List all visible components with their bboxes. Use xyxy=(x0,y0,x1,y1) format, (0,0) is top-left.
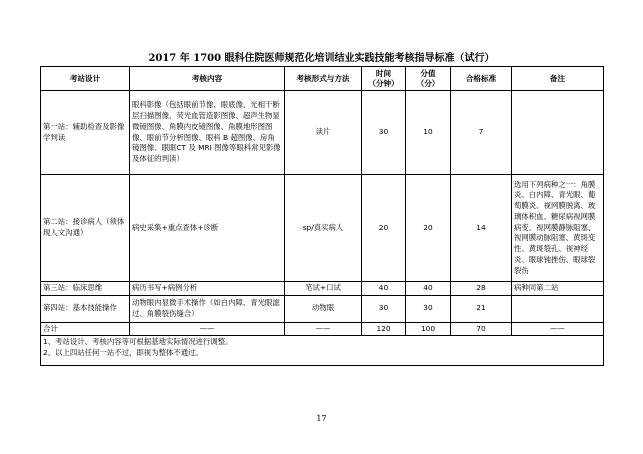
note-line: 1、考站设计、考核内容等可根据基地实际情况进行调整。 xyxy=(43,337,233,347)
content-cell: 病史采集+重点查体+诊断 xyxy=(130,175,285,282)
method-cell: sp/真实病人 xyxy=(285,175,362,282)
header-method: 考核形式与方法 xyxy=(285,67,362,91)
total-pass: 70 xyxy=(451,322,512,336)
content-cell: 动物眼内显微手术操作（如白内障、青光眼滤过、角膜裂伤缝合） xyxy=(130,295,285,322)
total-note: —— xyxy=(512,322,604,336)
station-cell: 第四站：基本技能操作 xyxy=(41,295,130,322)
time-cell: 20 xyxy=(362,175,406,282)
pass-cell: 7 xyxy=(451,91,512,175)
time-cell: 40 xyxy=(362,282,406,296)
notes-row xyxy=(41,336,604,366)
method-cell: 动物眼 xyxy=(285,295,362,322)
header-score: 分值 （分） xyxy=(406,67,451,91)
total-score: 100 xyxy=(406,322,451,336)
pass-cell: 14 xyxy=(451,175,512,282)
pass-cell: 21 xyxy=(451,295,512,322)
score-cell: 10 xyxy=(406,91,451,175)
header-time: 时间 （分钟） xyxy=(362,67,406,91)
method-cell: 笔试+口试 xyxy=(285,282,362,296)
station-cell: 第一站：辅助检查及影像学判读 xyxy=(41,91,130,175)
page-number: 17 xyxy=(316,414,327,423)
total-time: 120 xyxy=(362,322,406,336)
document-title: 2017 年 1700 眼科住院医师规范化培训结业实践技能考核指导标准（试行） xyxy=(148,53,495,64)
notes-cell xyxy=(41,336,604,366)
score-cell: 40 xyxy=(406,282,451,296)
content-cell: 病历书写+病例分析 xyxy=(130,282,285,296)
header-row xyxy=(41,67,604,91)
total-row xyxy=(41,322,604,336)
table-row xyxy=(41,175,604,282)
note-cell xyxy=(512,91,604,175)
header-note: 备注 xyxy=(512,67,604,91)
table-row xyxy=(41,91,604,175)
station-cell: 第二站：接诊病人（须体现人文沟通） xyxy=(41,175,130,282)
score-cell: 20 xyxy=(406,175,451,282)
total-content: —— xyxy=(130,322,285,336)
content-cell: 眼科影像（包括眼前节像、眼底像、光相干断层扫描图像、荧光血管造影图像、超声生物显微镜图像、角膜内皮镜图像、角膜地形图图像、眼前节分析图像、眼科 B 超图像、房角镜图像、眼眶CT 及 MRI 图像等眼科常见影像及体征的判读） xyxy=(130,91,285,175)
time-cell: 30 xyxy=(362,91,406,175)
total-method: —— xyxy=(285,322,362,336)
note-cell xyxy=(512,295,604,322)
note-line: 2、以上四站任何一站不过，即视为整体不通过。 xyxy=(43,348,203,358)
header-pass: 合格标准 xyxy=(451,67,512,91)
pass-cell: 28 xyxy=(451,282,512,296)
note-cell: 病种同第二站 xyxy=(512,282,604,296)
method-cell: 读片 xyxy=(285,91,362,175)
table-row xyxy=(41,282,604,296)
score-cell: 30 xyxy=(406,295,451,322)
note-cell: 选用下列病种之一：角膜炎、白内障、青光眼、葡萄膜炎、视网膜脱离、玻璃体积血、糖尿病视网膜病变、视网膜静脉阻塞、视网膜动脉阻塞、黄斑变性、黄斑裂孔、视神经炎、眼球钝挫伤、眼球裂裂伤 xyxy=(512,175,604,282)
exam-standards-table xyxy=(40,66,604,366)
total-label: 合计 xyxy=(41,322,130,336)
time-cell: 30 xyxy=(362,295,406,322)
header-station: 考站设计 xyxy=(41,67,130,91)
table-row xyxy=(41,295,604,322)
header-content: 考核内容 xyxy=(130,67,285,91)
station-cell: 第三站：临床思维 xyxy=(41,282,130,296)
